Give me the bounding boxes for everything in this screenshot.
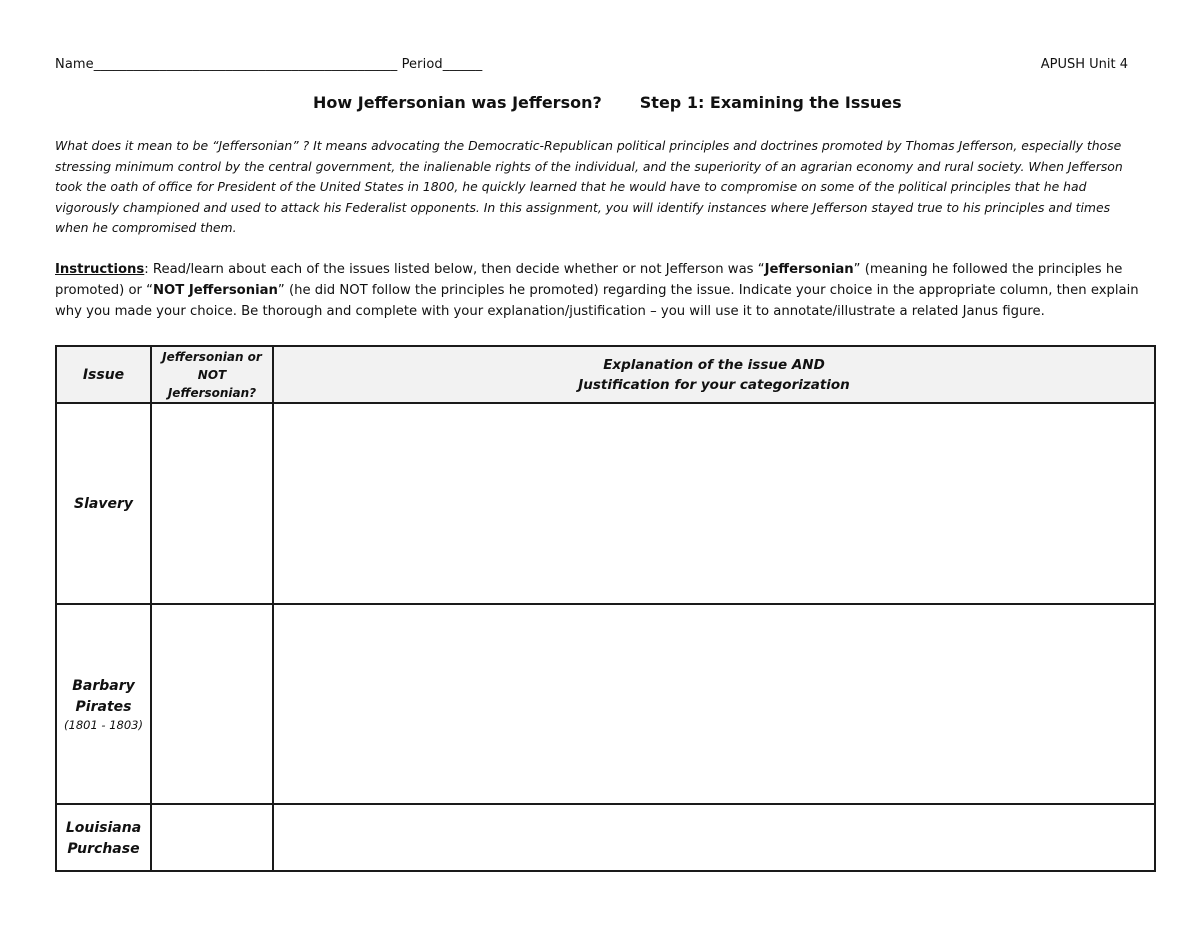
- issue-name-louisiana-line1: Louisiana: [65, 819, 142, 836]
- table-row-barbary-pirates: [56, 604, 1155, 804]
- issue-name-louisiana-line2: Purchase: [67, 840, 140, 857]
- header-explanation-line1: Explanation of the issue AND: [603, 356, 825, 373]
- table-row-louisiana-purchase: [56, 804, 1155, 871]
- unit-label: APUSH Unit 4: [1040, 57, 1128, 72]
- explanation-cell-barbary-pirates[interactable]: [273, 604, 1155, 804]
- issue-cell-slavery: [56, 403, 151, 604]
- header-explanation-line2: Justification for your categorization: [578, 376, 850, 393]
- issue-cell-louisiana-purchase: [56, 804, 151, 871]
- choice-cell-barbary-pirates[interactable]: [151, 604, 273, 804]
- explanation-cell-slavery[interactable]: [273, 403, 1155, 604]
- instructions-text-2: ” (meaning he followed the principles he promoted) or “: [55, 262, 1123, 298]
- name-period-line: Name______________________________________________ Period______: [55, 57, 483, 72]
- choice-cell-louisiana-purchase[interactable]: [151, 804, 273, 871]
- issue-name-barbary-line1: Barbary: [72, 678, 135, 694]
- title-step: Step 1: Examining the Issues: [639, 93, 902, 112]
- table-header-row: [56, 346, 1155, 403]
- header-choice-line1: Jeffersonian or: [162, 349, 262, 364]
- instructions-bold-jeffersonian: Jeffersonian: [764, 262, 854, 277]
- table-row-slavery: [56, 403, 1155, 604]
- issue-dates-barbary: (1801 - 1803): [64, 718, 143, 732]
- instructions-paragraph: [55, 259, 1150, 322]
- title-main: How Jeffersonian was Jefferson?: [313, 93, 602, 112]
- instructions-text-1: : Read/learn about each of the issues listed below, then decide whether or not Jefferson was “: [144, 262, 765, 277]
- page-title: [313, 93, 902, 112]
- issue-name-barbary-line2: Pirates: [75, 699, 132, 715]
- instructions-text-3: ” (he did NOT follow the principles he promoted) regarding the issue. Indicate your choice in the appropriate column, then explain why you made your choice. Be thorough and complete with your explanation/justification – you will use it to annotate/illustrate a related Janus figure.: [55, 283, 1139, 319]
- choice-cell-slavery[interactable]: [151, 403, 273, 604]
- header-explanation: [273, 346, 1155, 403]
- header-choice: [151, 346, 273, 403]
- issues-table: [55, 345, 1156, 872]
- instructions-label: Instructions: [55, 262, 145, 277]
- issue-cell-barbary-pirates: [56, 604, 151, 804]
- instructions-bold-not-jeffersonian: NOT Jeffersonian: [153, 283, 278, 298]
- explanation-cell-louisiana-purchase[interactable]: [273, 804, 1155, 871]
- issue-name-slavery: Slavery: [74, 496, 133, 512]
- header-choice-line2: NOT Jeffersonian?: [167, 367, 257, 400]
- header-issue: Issue: [56, 346, 151, 403]
- intro-paragraph: What does it mean to be “Jeffersonian” ? It means advocating the Democratic-Republican political principles and doctrines promoted by Thomas Jefferson, especially those stressing minimum control by the central government, the inalienable rights of the individual, and the superiority of an agrarian economy and rural society. When Jefferson took the oath of office for President of the United States in 1800, he quickly learned that he would have to compromise on some of the political principles that he had vigorously championed and used to attack his Federalist opponents. In this assignment, you will identify instances where Jefferson stayed true to his principles and times when he compromised them.: [55, 138, 1123, 235]
